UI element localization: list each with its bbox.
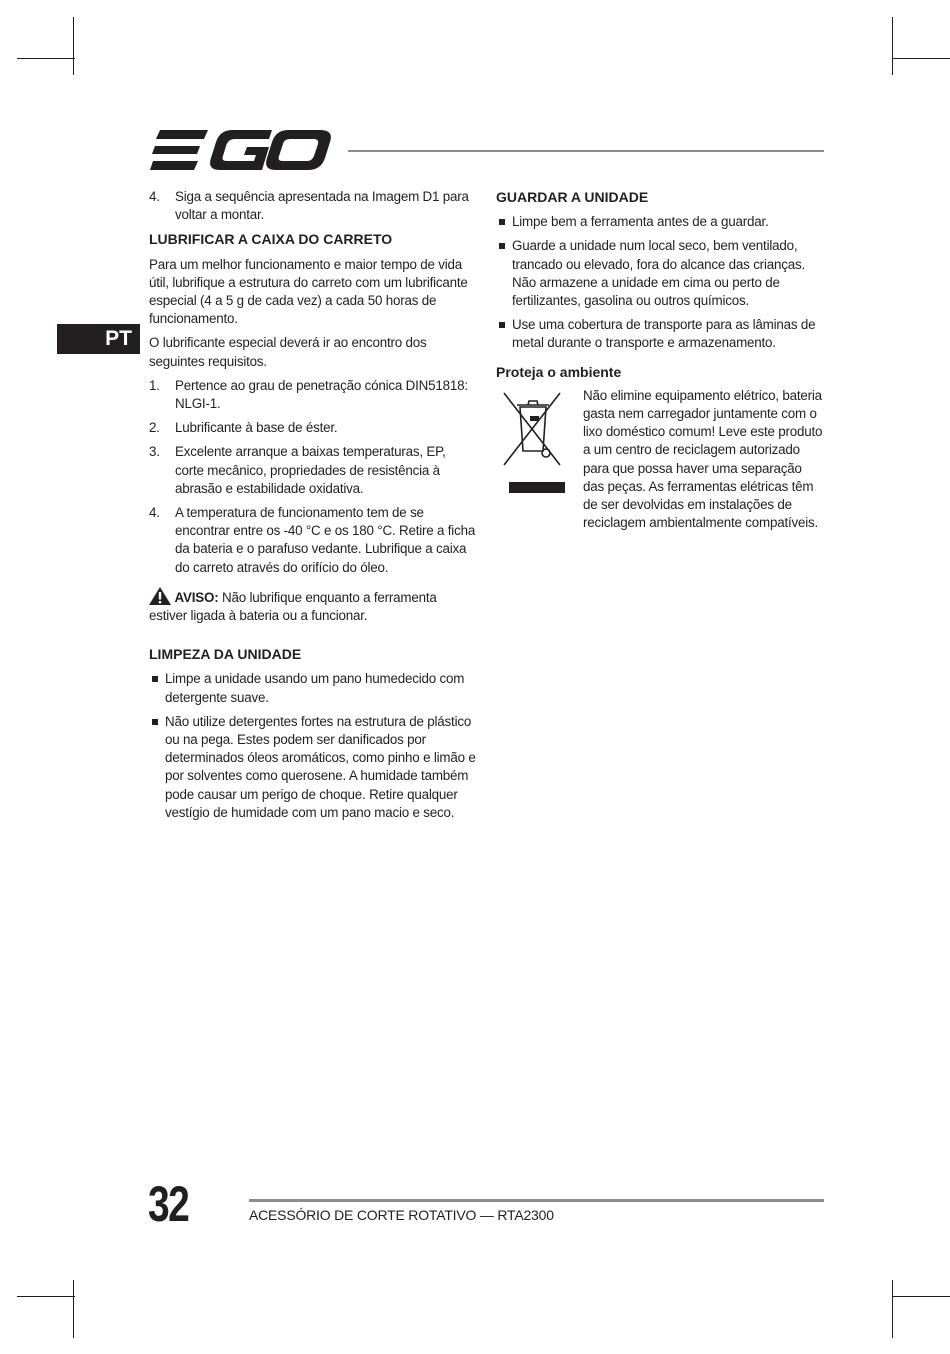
weee-symbol <box>496 387 583 533</box>
crop-mark <box>73 1280 74 1338</box>
item-text: A temperatura de funcionamento tem de se encontrar entre os -40 °C e os 180 °C. Retire a ficha da bateria e o parafuso vedante. Lubrifique a caixa do carreto através do orifício do óleo. <box>175 505 476 575</box>
item-number: 4. <box>149 189 160 204</box>
environment-text: Não elimine equipamento elétrico, bateria gasta nem carregador juntamente com o lixo doméstico comum! Leve este produto a um centro de reciclagem autorizado para que possa haver uma separação das peças. As ferramentas elétricas têm de ser devolvidas em instalações de reciclagem ambientalmente compatíveis. <box>583 387 823 531</box>
item-number: 2. <box>149 420 160 436</box>
warning-icon <box>149 587 171 605</box>
crop-mark <box>892 1296 950 1297</box>
list-item <box>149 377 477 413</box>
crop-mark <box>17 58 75 59</box>
section-heading-storage: GUARDAR A UNIDADE <box>496 189 649 205</box>
header-rule <box>348 150 824 152</box>
list-item <box>149 443 477 498</box>
crop-mark <box>17 1296 75 1297</box>
bullet-icon <box>496 237 512 310</box>
section-heading-environment: Proteja o ambiente <box>496 363 622 380</box>
bullet-icon <box>496 316 512 352</box>
bullet-icon <box>149 670 165 706</box>
item-text: Pertence ao grau de penetração cónica DIN51818: NLGI-1. <box>175 377 468 412</box>
page-number: 32 <box>148 1176 189 1232</box>
lubricate-requirements-intro: O lubrificante especial deverá ir ao encontro dos seguintes requisitos. <box>149 335 427 369</box>
item-text: Não utilize detergentes fortes na estrutura de plástico ou na pega. Estes podem ser danificados por determinados óleos aromáticos, como pinho e limão e por solventes como querosene. A humidade também pode causar um perigo de choque. Retire qualquer vestígio de humidade com um pano macio e seco. <box>165 713 476 820</box>
bullet-icon <box>149 713 165 822</box>
section-heading-lubricate: LUBRIFICAR A CAIXA DO CARRETO <box>149 231 393 248</box>
item-number: 4. <box>149 505 160 521</box>
lubricate-paragraph: Para um melhor funcionamento e maior tempo de vida útil, lubrifique a estrutura do carreto com um lubrificante especial (4 a 5 g de cada vez) a cada 50 horas de funcionamento. <box>149 256 468 327</box>
environment-block <box>496 387 826 533</box>
weee-bar <box>509 482 565 493</box>
item-text: Guarde a unidade num local seco, bem ventilado, trancado ou elevado, fora do alcance das crianças. Não armazene a unidade em cima ou perto de fertilizantes, gasolina ou outros químicos. <box>512 238 805 309</box>
crop-mark <box>892 58 950 59</box>
right-column <box>496 188 826 532</box>
footer-rule <box>249 1199 824 1202</box>
list-item <box>149 670 477 706</box>
list-item <box>149 188 477 224</box>
list-item <box>496 237 826 310</box>
crop-mark <box>892 17 893 75</box>
item-number: 1. <box>149 377 160 393</box>
item-text: Use uma cobertura de transporte para as lâminas de metal durante o transporte e armazenamento. <box>512 317 816 351</box>
item-text: Siga a sequência apresentada na Imagem D1 para voltar a montar. <box>175 189 469 223</box>
language-tab: PT <box>57 324 140 354</box>
warning-text: Não lubrifique enquanto a ferramenta estiver ligada à bateria ou a funcionar. <box>149 589 437 624</box>
bullet-icon <box>496 213 512 231</box>
ego-logo <box>150 130 332 172</box>
item-number: 3. <box>149 444 160 460</box>
list-item <box>149 713 477 822</box>
crop-mark <box>73 17 74 75</box>
item-text: Limpe a unidade usando um pano humedecido com detergente suave. <box>165 671 465 705</box>
item-text: Lubrificante à base de éster. <box>175 420 338 436</box>
crop-mark <box>892 1280 893 1338</box>
section-heading-cleaning: LIMPEZA DA UNIDADE <box>149 646 302 663</box>
left-column <box>149 188 477 828</box>
footer-title: ACESSÓRIO DE CORTE ROTATIVO — RTA2300 <box>249 1207 554 1223</box>
list-item <box>496 316 826 352</box>
item-text: Limpe bem a ferramenta antes de a guardar. <box>512 214 769 230</box>
crossed-out-bin-icon <box>502 389 562 469</box>
list-item <box>496 213 826 231</box>
list-item <box>149 419 477 437</box>
item-text: Excelente arranque a baixas temperaturas, EP, corte mecânico, propriedades de resistência à abrasão e estabilidade oxidativa. <box>175 444 446 496</box>
warning-notice <box>149 587 477 625</box>
warning-label: AVISO: <box>174 589 219 605</box>
list-item <box>149 504 477 577</box>
